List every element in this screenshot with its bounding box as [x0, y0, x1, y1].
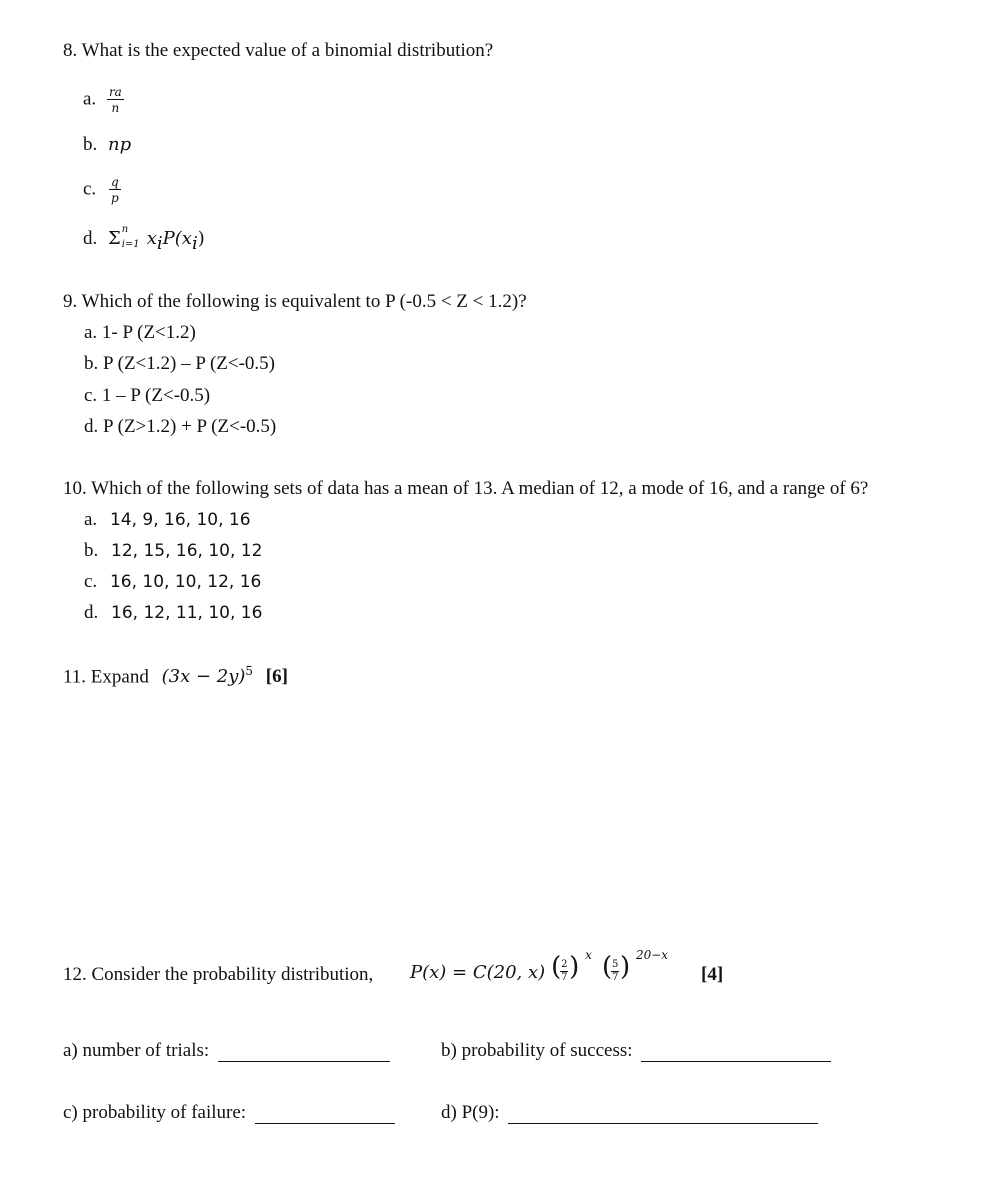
- q8-d-term-sub: i: [156, 232, 163, 254]
- q12-formula: [410, 950, 668, 994]
- q8-a-fraction: [107, 86, 124, 114]
- q12-part-a: [63, 1040, 390, 1062]
- q9-question: 9. Which of the following is equivalent to P (-0.5 < Z < 1.2)?: [63, 291, 527, 312]
- q12-frac2-numerator: 5: [611, 959, 619, 970]
- q10-c-label: c.: [84, 571, 98, 592]
- q12-part-b-answer-line[interactable]: [641, 1043, 831, 1062]
- q12-part-c: [63, 1102, 395, 1124]
- q8-c-denominator: p: [110, 191, 119, 205]
- q12-part-d-answer-line[interactable]: [508, 1105, 818, 1124]
- q9-option-c: c. 1 – P (Z<-0.5): [84, 385, 211, 406]
- q8-question: 8. What is the expected value of a binomial distribution?: [63, 40, 494, 61]
- q12-question: 12. Consider the probability distribution,: [63, 964, 374, 985]
- q8-a-numerator: ra: [108, 85, 122, 99]
- q9-option-b: b. P (Z<1.2) – P (Z<-0.5): [84, 353, 276, 374]
- q8-b-expression: np: [108, 134, 132, 155]
- q12-binom-1: ( 2 7 ): [551, 952, 580, 983]
- q8-d-limits: [121, 223, 147, 250]
- q12-frac1-numerator: 2: [561, 959, 568, 970]
- q8-option-c: [83, 176, 121, 204]
- q10-a-values: 14, 9, 16, 10, 16: [109, 510, 251, 530]
- q8-d-sum-symbol: Σ: [108, 228, 121, 249]
- q8-option-d: [83, 223, 205, 254]
- q12-exponent-2: 20−x: [635, 948, 669, 962]
- q12-part-b-label: b) probability of success:: [441, 1040, 633, 1061]
- q8-d-term: x: [146, 228, 157, 249]
- q11-question: 11. Expand: [63, 666, 149, 688]
- q8-d-lower-limit: i=1: [121, 238, 140, 250]
- q10-a-label: a.: [84, 509, 98, 530]
- q11: [63, 664, 288, 688]
- q8-c-label: c.: [83, 178, 97, 200]
- q8-d-label: d.: [83, 228, 98, 249]
- q8-a-label: a.: [83, 88, 97, 110]
- q10-option-d: [84, 602, 262, 624]
- q8-c-numerator: q: [110, 175, 119, 189]
- q12-binom-2: ( 5 7 ): [601, 952, 631, 983]
- q9-option-a: a. 1- P (Z<1.2): [84, 322, 196, 343]
- q12-part-c-label: c) probability of failure:: [63, 1102, 247, 1123]
- q8-d-upper-limit: n: [121, 223, 129, 235]
- q12-frac2-denominator: 7: [611, 972, 619, 983]
- q8-option-b: [83, 134, 131, 156]
- q10-d-values: 16, 12, 11, 10, 16: [111, 603, 263, 623]
- q12-marks: [4]: [701, 964, 724, 985]
- q10-question: 10. Which of the following sets of data has a mean of 13. A median of 12, a mode of 16, and a range of 6?: [63, 478, 869, 499]
- q8-d-rest-sub: i: [191, 232, 198, 254]
- q8-d-close: ): [197, 228, 205, 249]
- q10-option-b: [84, 540, 262, 562]
- q10-option-c: [84, 571, 261, 593]
- q8-d-rest: P(x: [162, 228, 192, 249]
- q8-c-fraction: [109, 176, 121, 204]
- q11-exponent: 5: [245, 664, 254, 678]
- q12-part-d-label: d) P(9):: [441, 1102, 500, 1123]
- q11-expression: (3x − 2y): [161, 666, 246, 688]
- q10-c-values: 16, 10, 10, 12, 16: [109, 572, 262, 592]
- q8-option-a: [83, 86, 124, 114]
- q12-formula-lhs: P(x) = C(20, x): [410, 962, 546, 983]
- q10-b-label: b.: [84, 540, 99, 561]
- q12-part-b: [441, 1040, 831, 1062]
- q12-part-a-answer-line[interactable]: [218, 1043, 390, 1062]
- q10-option-a: [84, 509, 251, 531]
- q8-a-denominator: n: [111, 101, 120, 115]
- q8-b-label: b.: [83, 134, 98, 155]
- q9-option-d: d. P (Z>1.2) + P (Z<-0.5): [84, 416, 277, 437]
- q12-frac1-denominator: 7: [561, 972, 568, 983]
- q10-d-label: d.: [84, 602, 99, 623]
- q12-part-c-answer-line[interactable]: [255, 1105, 395, 1124]
- q12-part-d: [441, 1102, 818, 1124]
- q11-marks: [6]: [265, 666, 288, 688]
- q12-exponent-1: x: [585, 948, 592, 962]
- q12-part-a-label: a) number of trials:: [63, 1040, 210, 1061]
- q10-b-values: 12, 15, 16, 10, 12: [111, 541, 263, 561]
